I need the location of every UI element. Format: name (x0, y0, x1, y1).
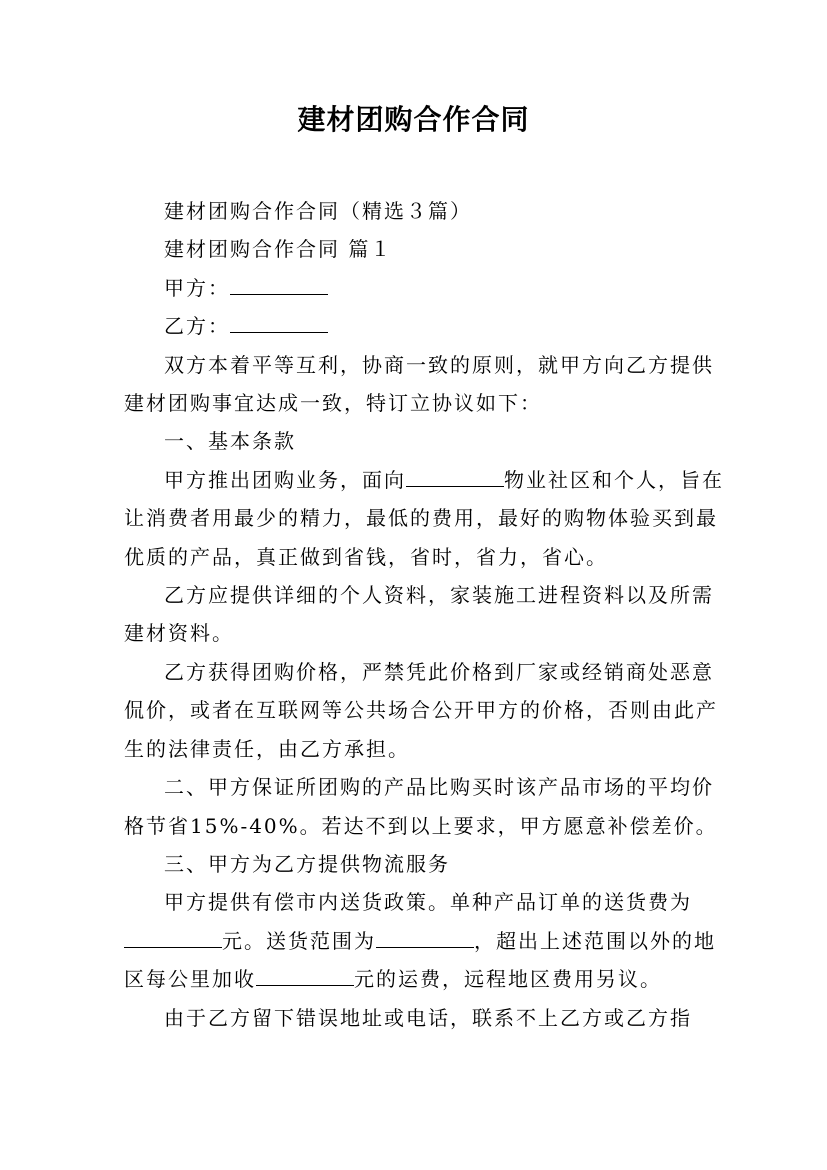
paragraph: 二、甲方保证所团购的产品比购买时该产品市场的平均价格节省15%-40%。若达不到以上要求，甲方愿意补偿差价。 (124, 775, 718, 838)
paragraph: 建材团购合作合同（精选３篇） (164, 199, 472, 223)
blank-line (256, 963, 354, 986)
paragraph: 由于乙方留下错误地址或电话，联系不上乙方或乙方指 (164, 1005, 692, 1030)
paragraph: 双方本着平等互利，协商一致的原则，就甲方向乙方提供建材团购事宜达成一致，特订立协议如下： (124, 352, 714, 416)
party-b-line: 乙方： (124, 307, 724, 345)
party-a-line: 甲方： (124, 269, 724, 307)
document-title: 建材团购合作合同 (297, 103, 530, 136)
section-heading: 一、基本条款 (164, 429, 296, 454)
blank-line (230, 310, 328, 333)
section-heading: 三、甲方为乙方提供物流服务 (164, 851, 450, 876)
paragraph: 甲方推出团购业务，面向 物业社区和个人，旨在让消费者用最少的精力，最低的费用，最好的购物体验买到最优质的产品，真正做到省钱，省时，省力，省心。 (124, 461, 724, 576)
paragraph: 乙方获得团购价格，严禁凭此价格到厂家或经销商处恶意侃价，或者在互联网等公共场合公开甲方的价格，否则由此产生的法律责任，由乙方承担。 (124, 659, 718, 761)
paragraph: 建材团购合作合同 篇１ (164, 237, 393, 262)
paragraph: 甲方提供有偿市内送货政策。单种产品订单的送货费为元。送货范围为 ，超出上述范围以外的地区每公里加收 元的运费，远程地区费用另议。 (124, 890, 716, 992)
blank-line (230, 272, 328, 295)
document-body (124, 192, 724, 1037)
blank-line (406, 464, 504, 487)
paragraph: 乙方应提供详细的个人资料，家装施工进程资料以及所需建材资料。 (124, 583, 714, 646)
blank-line (124, 925, 222, 948)
blank-line (376, 925, 474, 948)
